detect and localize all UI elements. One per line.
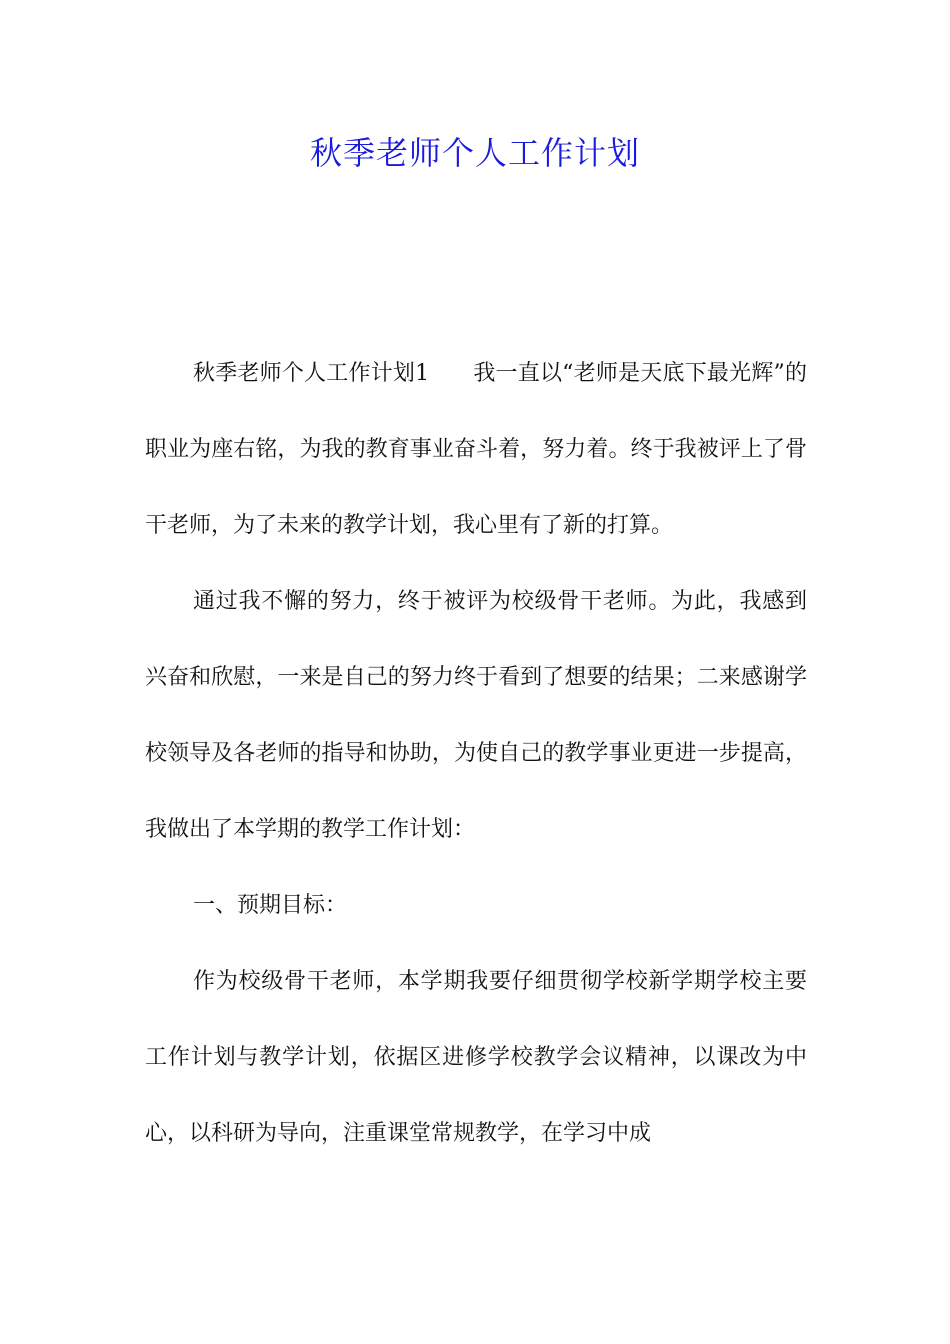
paragraph-1-text: 我一直以“老师是天底下最光辉”的职业为座右铭，为我的教育事业奋斗着，努力着。终于我被评上了骨干老师，为了未来的教学计划，我心里有了新的打算。 xyxy=(145,361,808,538)
document-body xyxy=(145,336,807,1172)
paragraph-2: 通过我不懈的努力，终于被评为校级骨干老师。为此，我感到兴奋和欣慰，一来是自己的努力终于看到了想要的结果；二来感谢学校领导及各老师的指导和协助，为使自己的教学事业更进一步提高，我做出了本学期的教学工作计划： xyxy=(145,589,807,842)
section-heading: 秋季老师个人工作计划1 xyxy=(193,361,430,386)
document-title: 秋季老师个人工作计划 xyxy=(309,134,640,172)
paragraph-3: 作为校级骨干老师，本学期我要仔细贯彻学校新学期学校主要工作计划与教学计划，依据区进修学校教学会议精神，以课改为中心，以科研为导向，注重课堂常规教学，在学习中成 xyxy=(145,969,807,1146)
section-subheading: 一、预期目标： xyxy=(193,893,348,918)
paragraph-1 xyxy=(145,336,807,564)
